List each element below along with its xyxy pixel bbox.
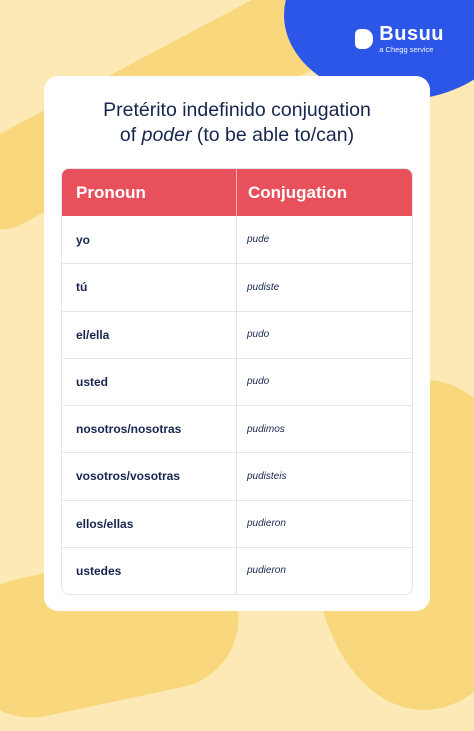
conjugation-table: [61, 168, 413, 595]
table-row: [62, 263, 412, 310]
table-row: [62, 311, 412, 358]
conjugation-cell: pude: [247, 234, 270, 246]
pronoun-cell: el/ella: [62, 312, 237, 358]
brand-name: Busuu: [379, 23, 444, 45]
conjugation-cell: pudimos: [247, 423, 285, 435]
pronoun-cell: nosotros/nosotras: [62, 406, 237, 452]
pronoun-cell: ustedes: [62, 548, 237, 594]
card-title: [44, 98, 430, 148]
table-row: [62, 216, 412, 263]
conjugation-cell: pudisteis: [247, 470, 287, 482]
conjugation-card: [44, 76, 430, 611]
header-pronoun: Pronoun: [62, 169, 237, 216]
table-row: [62, 358, 412, 405]
title-line-2: [44, 123, 430, 148]
table-row: [62, 405, 412, 452]
pronoun-cell: tú: [62, 264, 237, 310]
busuu-logo-icon: [355, 29, 373, 49]
title-verb: poder: [141, 124, 192, 146]
header-conjugation: Conjugation: [248, 182, 348, 202]
pronoun-cell: ellos/ellas: [62, 501, 237, 547]
table-header: [62, 169, 412, 216]
table-row: [62, 452, 412, 499]
brand-tagline: a Chegg service: [379, 45, 434, 54]
title-prefix: of: [119, 124, 142, 146]
title-suffix: (to be able to/can): [191, 124, 355, 146]
conjugation-cell: pudieron: [247, 518, 286, 530]
conjugation-cell: pudo: [247, 376, 270, 388]
pronoun-cell: vosotros/vosotras: [62, 453, 237, 499]
table-row: [62, 500, 412, 547]
conjugation-cell: pudieron: [247, 565, 286, 577]
conjugation-cell: pudiste: [247, 281, 280, 293]
brand-text: [379, 24, 444, 54]
table-row: [62, 547, 412, 594]
pronoun-cell: usted: [62, 359, 237, 405]
conjugation-cell: pudo: [247, 329, 270, 341]
title-line-1: Pretérito indefinido conjugation: [103, 99, 371, 121]
brand-logo-group: [355, 24, 444, 54]
pronoun-cell: yo: [62, 216, 237, 263]
table-body: [62, 216, 412, 594]
